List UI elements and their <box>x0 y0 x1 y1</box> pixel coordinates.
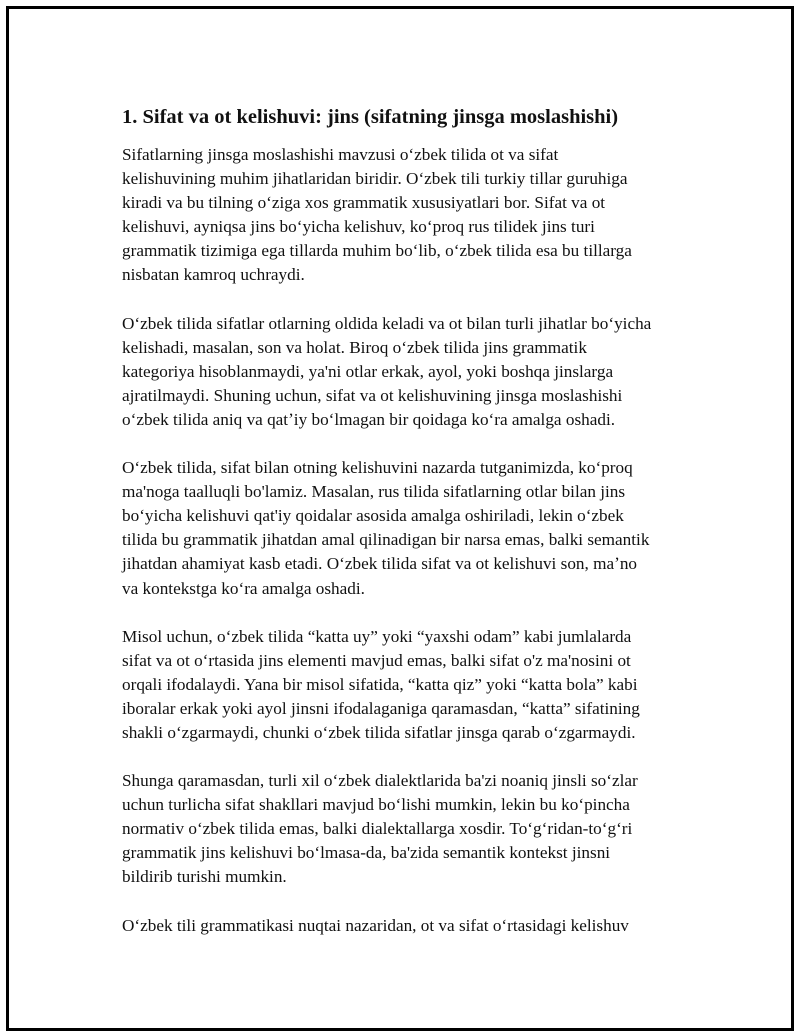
paragraph-line: oʻzbek tilida aniq va qatʼiy boʻlmagan bir qoidaga koʻra amalga oshadi. <box>122 409 616 429</box>
paragraph-line: sifat va ot oʻrtasida jins elementi mavjud emas, balki sifat o'z ma'nosini ot <box>122 650 631 670</box>
paragraph-line: Oʻzbek tili grammatikasi nuqtai nazaridan, ot va sifat oʻrtasidagi kelishuv <box>122 915 629 935</box>
paragraph-line: nisbatan kamroq uchraydi. <box>122 265 305 285</box>
paragraph-line: Oʻzbek tilida sifatlar otlarning oldida keladi va ot bilan turli jihatlar boʻyicha <box>122 313 652 333</box>
paragraph-line: Misol uchun, oʻzbek tilida “katta uy” yoki “yaxshi odam” kabi jumlalarda <box>122 626 632 646</box>
paragraph-line: Shunga qaramasdan, turli xil oʻzbek dialektlarida ba'zi noaniq jinsli soʻzlar <box>122 771 638 791</box>
paragraph-2 <box>122 312 712 432</box>
paragraph-1 <box>122 143 712 288</box>
paragraph-line: bildirib turishi mumkin. <box>122 867 287 887</box>
paragraph-3 <box>122 456 712 601</box>
paragraph-5 <box>122 769 712 889</box>
paragraph-line: ma'noga taalluqli bo'lamiz. Masalan, rus tilida sifatlarning otlar bilan jins <box>122 482 626 502</box>
paragraph-line: grammatik tizimiga ega tillarda muhim boʻlib, oʻzbek tilida esa bu tillarga <box>122 241 632 261</box>
paragraph-line: va kontekstga koʻra amalga oshadi. <box>122 578 365 598</box>
paragraph-line: Sifatlarning jinsga moslashishi mavzusi oʻzbek tilida ot va sifat <box>122 145 559 164</box>
paragraph-line: jihatdan ahamiyat kasb etadi. Oʻzbek tilida sifat va ot kelishuvi son, maʼno <box>122 554 638 574</box>
paragraph-line: normativ oʻzbek tilida emas, balki dialektallarga xosdir. Toʻgʻridan-toʻgʻri <box>122 819 633 839</box>
paragraph-line: shakli oʻzgarmaydi, chunki oʻzbek tilida sifatlar jinsga qarab oʻzgarmaydi. <box>122 722 636 742</box>
paragraph-line: kelishuvining muhim jihatlaridan biridir. Oʻzbek tili turkiy tillar guruhiga <box>122 169 628 189</box>
paragraph-line: kiradi va bu tilning oʻziga xos grammatik xususiyatlari bor. Sifat va ot <box>122 193 606 213</box>
paragraph-line: kelishadi, masalan, son va holat. Biroq oʻzbek tilida jins grammatik <box>122 337 587 357</box>
paragraph-4 <box>122 625 712 745</box>
paragraph-line: tilida bu grammatik jihatdan amal qilinadigan bir narsa emas, balki semantik <box>122 530 650 550</box>
paragraph-line: ajratilmaydi. Shuning uchun, sifat va ot kelishuvining jinsga moslashishi <box>122 385 623 405</box>
paragraph-6 <box>122 914 712 938</box>
document-body <box>122 103 712 962</box>
paragraph-line: uchun turlicha sifat shakllari mavjud boʻlishi mumkin, lekin bu koʻpincha <box>122 795 630 815</box>
page-frame <box>6 6 794 1031</box>
paragraph-line: iboralar erkak yoki ayol jinsni ifodalaganiga qaramasdan, “katta” sifatining <box>122 698 640 718</box>
paragraph-line: kelishuvi, ayniqsa jins boʻyicha kelishuv, koʻproq rus tilidek jins turi <box>122 217 595 237</box>
paragraph-line: kategoriya hisoblanmaydi, ya'ni otlar erkak, ayol, yoki boshqa jinslarga <box>122 361 614 381</box>
paragraph-line: grammatik jins kelishuvi boʻlmasa-da, ba'zida semantik kontekst jinsni <box>122 843 611 863</box>
paragraph-line: orqali ifodalaydi. Yana bir misol sifatida, “katta qiz” yoki “katta bola” kabi <box>122 674 638 694</box>
paragraph-line: boʻyicha kelishuvi qat'iy qoidalar asosida amalga oshiriladi, lekin oʻzbek <box>122 506 624 526</box>
document-title: 1. Sifat va ot kelishuvi: jins (sifatning jinsga moslashishi) <box>122 106 619 128</box>
paragraph-line: Oʻzbek tilida, sifat bilan otning kelishuvini nazarda tutganimizda, koʻproq <box>122 458 633 478</box>
